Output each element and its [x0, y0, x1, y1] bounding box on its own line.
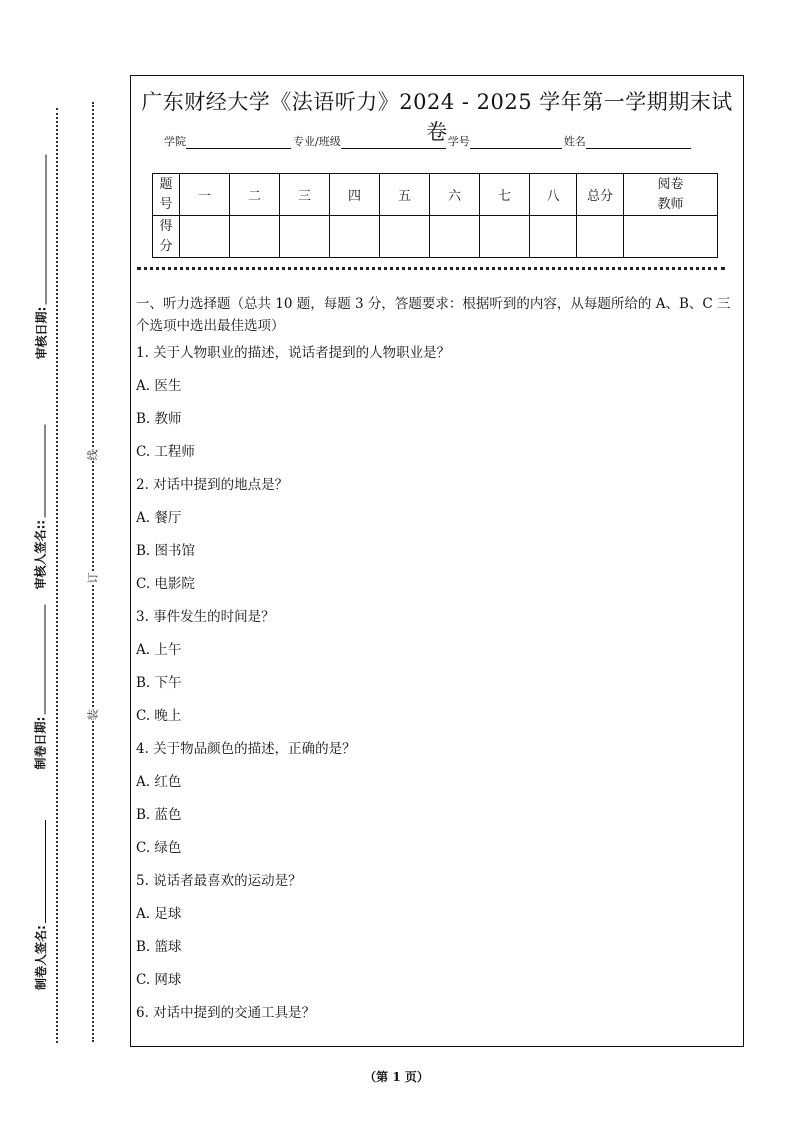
option: A. 上午 [136, 642, 182, 658]
option: A. 餐厅 [136, 510, 182, 526]
exam-title: 广东财经大学《法语听力》2024 - 2025 学年第一学期期末试卷 [141, 90, 733, 144]
question: 5. 说话者最喜欢的运动是？ [136, 873, 302, 889]
dotted-separator [137, 267, 725, 270]
score-cell[interactable] [380, 216, 430, 258]
option: C. 工程师 [136, 444, 195, 460]
score-cell[interactable] [230, 216, 280, 258]
score-table [152, 173, 718, 258]
bind-char-ding: 订 [86, 572, 100, 584]
score-cell[interactable] [577, 216, 624, 258]
maker-sign-field [31, 820, 49, 990]
score-row [153, 216, 718, 258]
option: C. 绿色 [136, 840, 182, 856]
header-cell: 得 分 [153, 216, 180, 258]
student-info [164, 133, 693, 149]
student-id-field[interactable] [470, 136, 562, 149]
col-total: 总分 [577, 174, 624, 216]
col-5: 五 [380, 174, 430, 216]
reviewer-sign-line [45, 425, 46, 518]
score-cell[interactable] [180, 216, 230, 258]
col-grader: 阅卷 教师 [624, 174, 718, 216]
bind-char-xian: 线 [86, 449, 100, 461]
question: 6. 对话中提到的交通工具是？ [136, 1005, 316, 1021]
option: A. 足球 [136, 906, 182, 922]
question: 2. 对话中提到的地点是？ [136, 477, 289, 493]
option: C. 电影院 [136, 576, 195, 592]
question: 3. 事件发生的时间是？ [136, 609, 275, 625]
review-date-line [46, 155, 47, 305]
review-date-field [32, 155, 50, 360]
option: B. 教师 [136, 411, 182, 427]
dotted-line-outer [56, 108, 58, 1043]
make-date-label: 制卷日期: [33, 716, 48, 770]
college-field[interactable] [186, 136, 291, 149]
col-7: 七 [480, 174, 530, 216]
option: B. 下午 [136, 675, 182, 691]
score-header-row [153, 174, 718, 216]
option: C. 晚上 [136, 708, 182, 724]
option: B. 篮球 [136, 939, 182, 955]
questions [136, 293, 733, 1036]
question: 1. 关于人物职业的描述，说话者提到的人物职业是？ [136, 345, 451, 361]
option: B. 蓝色 [136, 807, 182, 823]
bind-char-zhuang: 装 [86, 709, 100, 721]
college-label: 学院 [164, 135, 186, 148]
score-cell[interactable] [280, 216, 330, 258]
maker-sign-label: 制卷人签名: [34, 925, 48, 990]
option: C. 网球 [136, 972, 182, 988]
score-cell[interactable] [330, 216, 380, 258]
reviewer-sign-label: 审核人签名:: [33, 519, 48, 590]
col-4: 四 [330, 174, 380, 216]
section-heading: 一、听力选择题（总共 10 题，每题 3 分，答题要求：根据听到的内容，从每题所给的 A、B、C 三个选项中选出最佳选项） [136, 296, 731, 334]
col-3: 三 [280, 174, 330, 216]
col-2: 二 [230, 174, 280, 216]
score-cell[interactable] [430, 216, 480, 258]
name-label: 姓名 [563, 135, 586, 148]
make-date-line [45, 605, 46, 715]
major-field[interactable] [341, 136, 446, 149]
reviewer-sign-field [31, 425, 49, 590]
page-number: （第 1 页） [364, 1070, 429, 1084]
option: B. 图书馆 [136, 543, 196, 559]
option: A. 医生 [136, 378, 182, 394]
review-date-label: 审核日期: [34, 306, 49, 360]
header-cell: 题 号 [153, 174, 180, 216]
make-date-field [31, 605, 49, 770]
col-6: 六 [430, 174, 480, 216]
question: 4. 关于物品颜色的描述，正确的是？ [136, 741, 356, 757]
col-1: 一 [180, 174, 230, 216]
student-id-label: 学号 [447, 135, 470, 148]
exam-frame [130, 75, 744, 1047]
option: A. 红色 [136, 774, 182, 790]
score-cell[interactable] [480, 216, 530, 258]
col-8: 八 [530, 174, 577, 216]
major-label: 专业/班级 [293, 135, 341, 148]
score-cell[interactable] [624, 216, 718, 258]
maker-sign-line [45, 820, 46, 923]
name-field[interactable] [586, 136, 691, 149]
score-cell[interactable] [530, 216, 577, 258]
